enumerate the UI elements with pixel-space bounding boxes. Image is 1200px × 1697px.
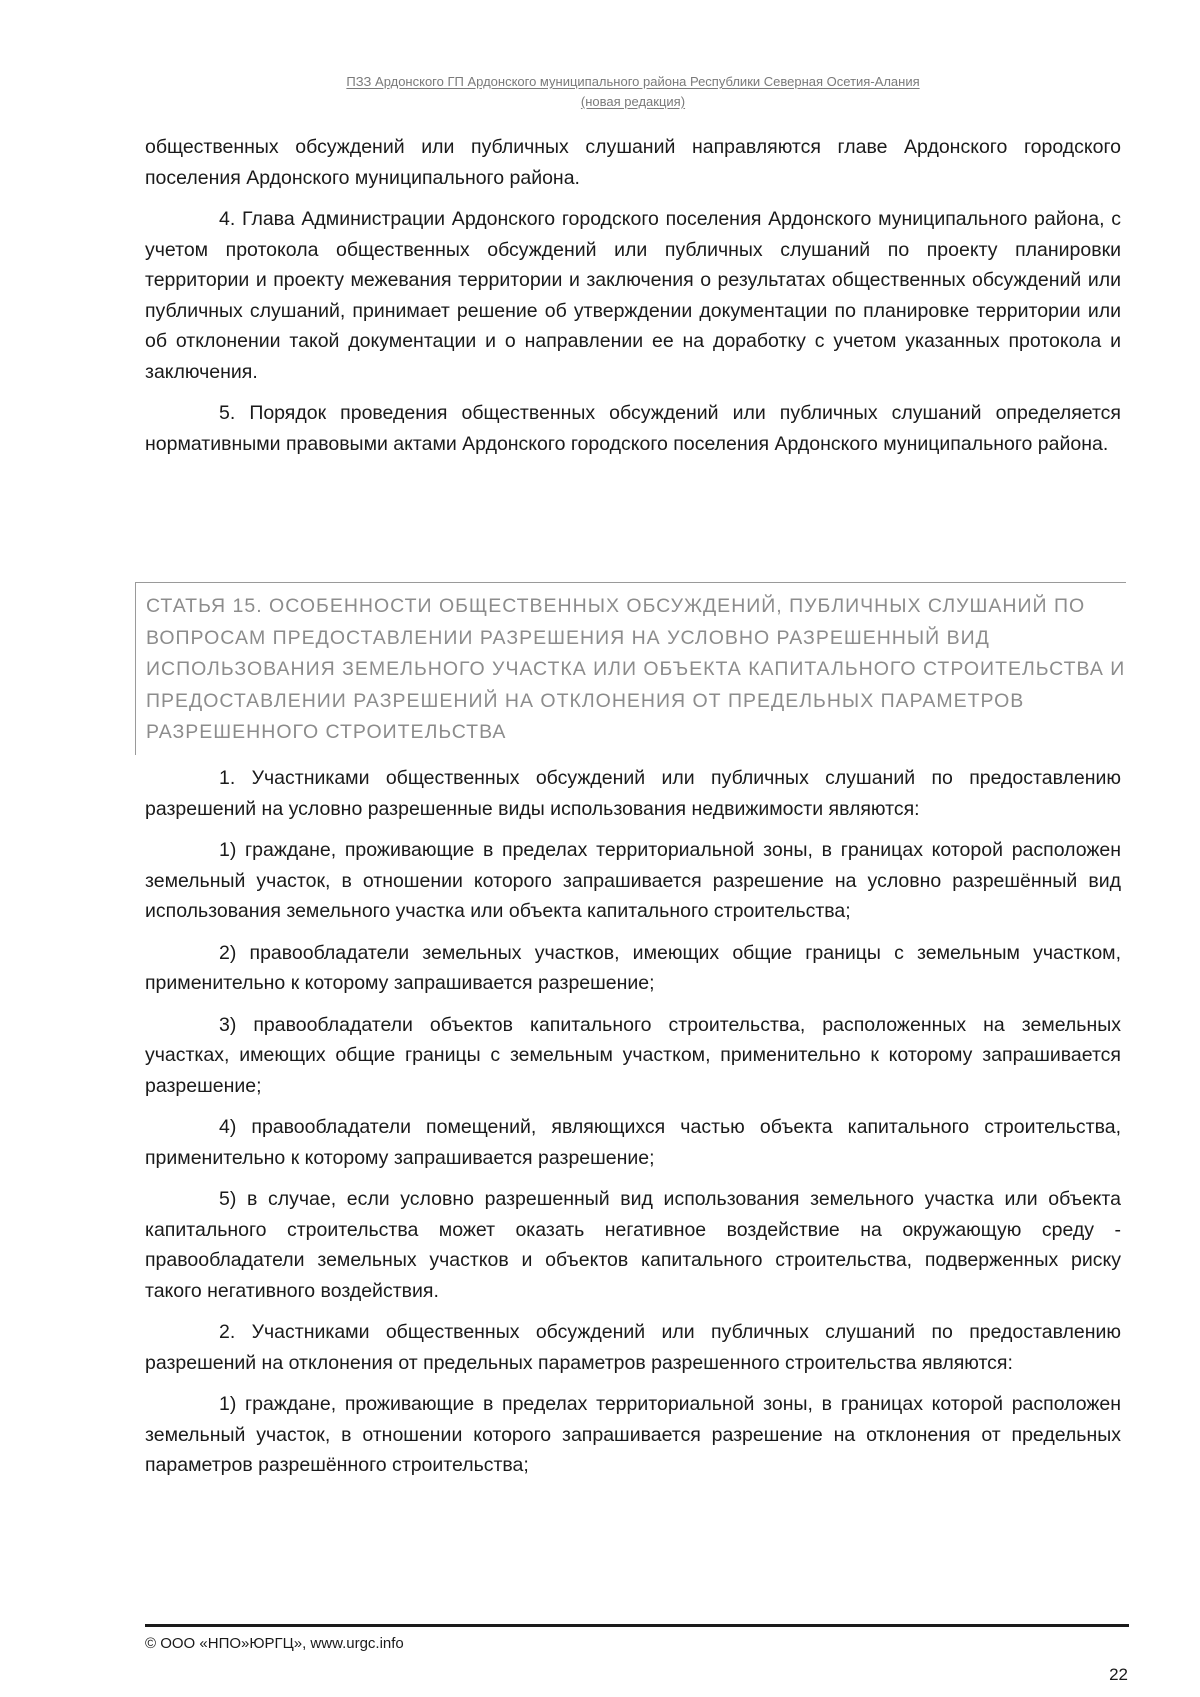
running-header — [145, 72, 1121, 112]
subitem-1: 1) граждане, проживающие в пределах территориальной зоны, в границах которой расположен земельный участок, в отношении которого запрашивается разрешение на условно разрешённый вид использования земельного участка или объекта капитального строительства; — [145, 839, 1121, 922]
subitem-2: 2) правообладатели земельных участков, имеющих общие границы с земельным участком, применительно к которому запрашивается разрешение; — [145, 941, 1121, 994]
header-subtitle: (новая редакция) — [580, 94, 686, 109]
paragraph-item-5: 5. Порядок проведения общественных обсуждений или публичных слушаний определяется нормативными правовыми актами Ардонского городского поселения Ардонского муниципального района. — [145, 402, 1121, 455]
subitem-4: 4) правообладатели помещений, являющихся частью объекта капитального строительства, применительно к которому запрашивается разрешение; — [145, 1116, 1121, 1169]
header-title: ПЗЗ Ардонского ГП Ардонского муниципального района Республики Северная Осетия-Алания — [346, 74, 920, 89]
paragraph-item-1: 1. Участниками общественных обсуждений или публичных слушаний по предоставлению разрешений на условно разрешенные виды использования недвижимости являются: — [145, 767, 1121, 820]
subitem-3: 3) правообладатели объектов капитального строительства, расположенных на земельных участках, имеющих общие границы с земельным участком, применительно к которому запрашивается разрешение; — [145, 1013, 1121, 1097]
paragraph-item-2: 2. Участниками общественных обсуждений или публичных слушаний по предоставлению разрешений на отклонения от предельных параметров разрешенного строительства являются: — [145, 1321, 1121, 1374]
page-number: 22 — [1109, 1665, 1128, 1684]
paragraph-item-4: 4. Глава Администрации Ардонского городского поселения Ардонского муниципального района, с учетом протокола общественных обсуждений или публичных слушаний по проекту планировки территории и проекту межевания территории и заключения о результатах общественных обсуждений или публичных слушаний, принимает решение об утверждении документации по планировке территории или об отклонении такой документации и о направлении ее на доработку с учетом указанных протокола и заключения. — [145, 208, 1121, 383]
intro-text — [145, 132, 1121, 470]
subitem-1-second: 1) граждане, проживающие в пределах территориальной зоны, в границах которой расположен земельный участок, в отношении которого запрашивается разрешение на отклонения от предельных параметров разрешённого строительства; — [145, 1393, 1121, 1476]
footer-divider — [145, 1624, 1129, 1627]
footer-copyright: © ООО «НПО»ЮРГЦ», www.urgc.info — [145, 1635, 404, 1652]
article-heading: СТАТЬЯ 15. ОСОБЕННОСТИ ОБЩЕСТВЕННЫХ ОБСУЖДЕНИЙ, ПУБЛИЧНЫХ СЛУШАНИЙ ПО ВОПРОСАМ ПРЕДОСТАВЛЕНИИ РАЗРЕШЕНИЯ НА УСЛОВНО РАЗРЕШЕННЫЙ ВИД ИСПОЛЬЗОВАНИЯ ЗЕМЕЛЬНОГО УЧАСТКА ИЛИ ОБЪЕКТА КАПИТАЛЬНОГО СТРОИТЕЛЬСТВА И ПРЕДОСТАВЛЕНИИ РАЗРЕШЕНИЙ НА ОТКЛОНЕНИЯ ОТ ПРЕДЕЛЬНЫХ ПАРАМЕТРОВ РАЗРЕШЕННОГО СТРОИТЕЛЬСТВА — [135, 582, 1126, 755]
subitem-5: 5) в случае, если условно разрешенный вид использования земельного участка или объекта капитального строительства может оказать негативное воздействие на окружающую среду - правообладатели земельных участков и объектов капитального строительства, подверженных риску такого негативного воздействия. — [145, 1188, 1121, 1302]
article-text — [145, 763, 1121, 1492]
paragraph-continuation: общественных обсуждений или публичных слушаний направляются главе Ардонского городского поселения Ардонского муниципального района. — [145, 136, 1121, 189]
